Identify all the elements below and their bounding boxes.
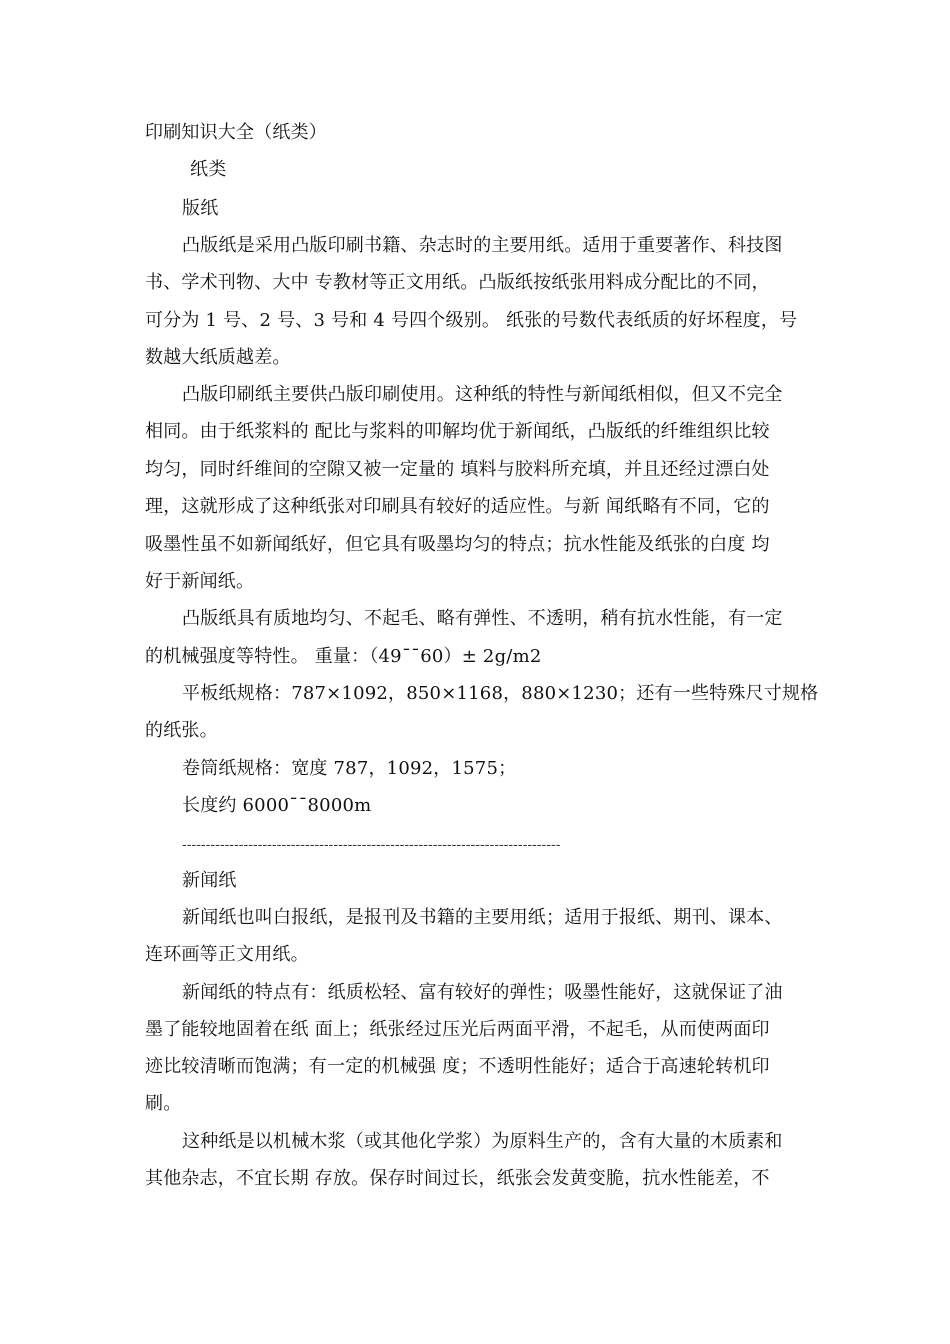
paragraph-line: 数越大纸质越差。 <box>145 347 291 368</box>
paragraph-line: 相同。由于纸浆料的 配比与浆料的叩解均优于新闻纸，凸版纸的纤维组织比较 <box>145 421 770 442</box>
section-heading: 纸类 <box>190 159 227 180</box>
paragraph-line: 连环画等正文用纸。 <box>145 944 309 965</box>
paragraph-line: 的纸张。 <box>145 720 218 741</box>
paragraph-line: 凸版纸具有质地均匀、不起毛、略有弹性、不透明，稍有抗水性能，有一定 <box>182 608 783 629</box>
paragraph-line: 平板纸规格：787×1092，850×1168，880×1230；还有一些特殊尺寸规格 <box>182 683 819 704</box>
paragraph-line: 这种纸是以机械木浆（或其他化学浆）为原料生产的，含有大量的木质素和 <box>182 1131 783 1152</box>
paragraph-line: 迹比较清晰而饱满；有一定的机械强 度；不透明性能好；适合于高速轮转机印 <box>145 1056 770 1077</box>
paragraph-line: 卷筒纸规格：宽度 787，1092，1575； <box>182 758 517 779</box>
paragraph-line: 刷。 <box>145 1093 182 1114</box>
subheading-banzhi: 版纸 <box>182 198 219 219</box>
paragraph-line: 墨了能较地固着在纸 面上；纸张经过压光后两面平滑，不起毛，从而使两面印 <box>145 1019 770 1040</box>
separator-line: -------------------------------------------------------------------------------- <box>182 837 561 853</box>
subheading-xinwenzhi: 新闻纸 <box>182 870 237 891</box>
paragraph-line: 凸版纸是采用凸版印刷书籍、杂志时的主要用纸。适用于重要著作、科技图 <box>182 235 783 256</box>
paragraph-line: 新闻纸也叫白报纸，是报刊及书籍的主要用纸；适用于报纸、期刊、课本、 <box>182 907 783 928</box>
paragraph-line: 新闻纸的特点有：纸质松轻、富有较好的弹性；吸墨性能好，这就保证了油 <box>182 982 783 1003</box>
paragraph-line: 好于新闻纸。 <box>145 571 255 592</box>
document-title: 印刷知识大全（纸类） <box>145 122 327 143</box>
paragraph-line: 长度约 6000¯¯8000m <box>182 795 372 816</box>
paragraph-line: 书、学术刊物、大中 专教材等正文用纸。凸版纸按纸张用料成分配比的不同， <box>145 272 770 293</box>
paragraph-line: 理，这就形成了这种纸张对印刷具有较好的适应性。与新 闻纸略有不同，它的 <box>145 496 770 517</box>
paragraph-line: 均匀，同时纤维间的空隙又被一定量的 填料与胶料所充填，并且还经过漂白处 <box>145 459 770 480</box>
paragraph-line: 可分为 1 号、2 号、3 号和 4 号四个级别。 纸张的号数代表纸质的好坏程度，号 <box>145 310 798 331</box>
paragraph-line: 其他杂志，不宜长期 存放。保存时间过长，纸张会发黄变脆，抗水性能差，不 <box>145 1168 770 1189</box>
paragraph-line: 凸版印刷纸主要供凸版印刷使用。这种纸的特性与新闻纸相似，但又不完全 <box>182 384 783 405</box>
paragraph-line: 吸墨性虽不如新闻纸好，但它具有吸墨均匀的特点；抗水性能及纸张的白度 均 <box>145 534 770 555</box>
paragraph-line: 的机械强度等特性。 重量：（49¯¯60）± 2g/m2 <box>145 646 542 667</box>
